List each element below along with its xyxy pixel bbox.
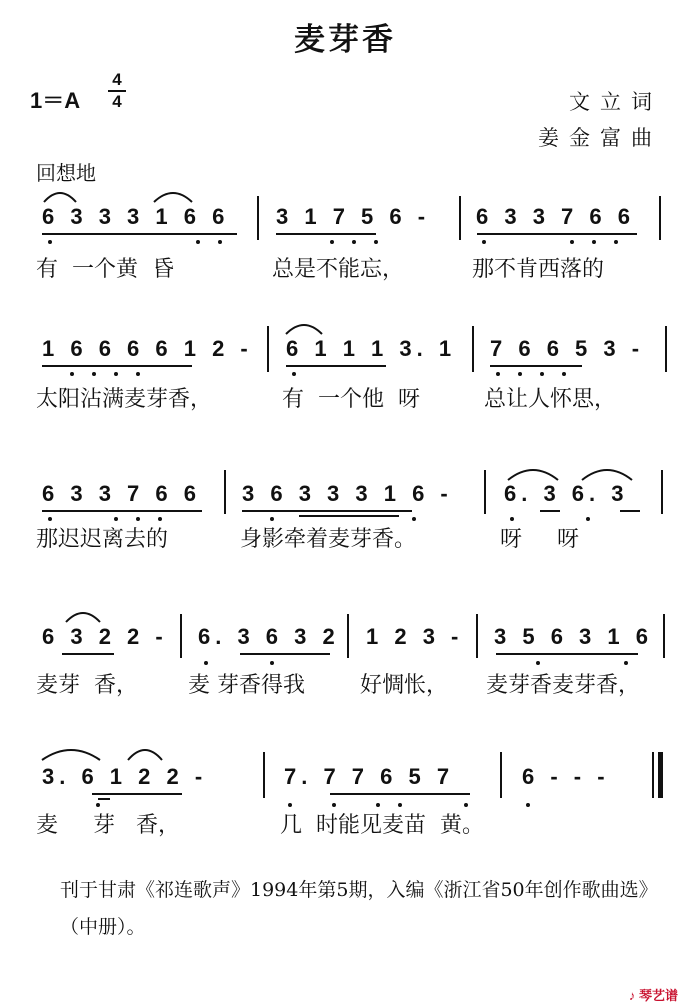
slur — [124, 740, 166, 762]
beam-line-double — [299, 515, 399, 517]
slur — [578, 460, 636, 482]
key-signature: 1＝A — [30, 88, 81, 113]
lyric-4-2: 麦 芽香得我 — [188, 673, 305, 698]
beam-line — [490, 365, 582, 367]
barline — [661, 470, 663, 514]
slur — [40, 184, 80, 204]
measure-8: 3 6 3 3 3 1 6 - — [242, 481, 453, 506]
lyric-5-1: 麦 芽 香， — [36, 813, 180, 838]
measure-1: 6 3 3 3 1 6 6 — [42, 204, 230, 229]
measure-10: 6 3 2 2 - — [42, 624, 168, 649]
low-octave-dot — [496, 372, 500, 376]
lyric-3-2: 身影牵着麦芽香。 — [240, 527, 417, 552]
beam-line — [286, 365, 386, 367]
measure-9: 6. 3 6. 3 — [504, 481, 629, 506]
low-octave-dot — [586, 517, 590, 521]
low-octave-dot — [136, 372, 140, 376]
notation-row-5 — [40, 764, 670, 794]
low-octave-dot — [48, 517, 52, 521]
barline — [472, 326, 474, 372]
beam-line — [42, 365, 192, 367]
tempo-marking: 回想地 — [36, 161, 96, 185]
lyric-4-1: 麦芽 香， — [36, 673, 138, 698]
low-octave-dot — [204, 661, 208, 665]
low-octave-dot — [614, 240, 618, 244]
watermark-logo: ♪ 琴艺谱 — [628, 988, 678, 1003]
notation-row-4 — [40, 624, 670, 654]
low-octave-dot — [510, 517, 514, 521]
beam-line — [42, 233, 237, 235]
low-octave-dot — [540, 372, 544, 376]
barline — [263, 752, 265, 798]
low-octave-dot — [536, 661, 540, 665]
song-title: 麦芽香 — [294, 22, 396, 58]
lyric-row-2 — [36, 382, 666, 482]
low-octave-dot — [526, 803, 530, 807]
slur — [62, 604, 104, 624]
low-octave-dot — [374, 240, 378, 244]
lyric-4-4: 麦芽香麦芽香， — [486, 673, 641, 698]
low-octave-dot — [136, 517, 140, 521]
low-octave-dot — [48, 240, 52, 244]
lyric-2-3: 总让人怀思， — [484, 387, 617, 412]
measure-12: 1 2 3 - — [366, 624, 464, 649]
final-barline-thick — [658, 752, 663, 798]
publication-note: 刊于甘肃《祁连歌声》1994年第5期，入编《浙江省50年创作歌曲选》（中册）。 — [60, 879, 658, 938]
low-octave-dot — [624, 661, 628, 665]
beam-line — [62, 653, 114, 655]
low-octave-dot — [570, 240, 574, 244]
composer-credit: 姜金富曲 — [538, 126, 662, 150]
beam-line — [330, 793, 470, 795]
measure-2: 3 1 7 5 6 - — [276, 204, 431, 229]
slur — [150, 184, 196, 204]
barline — [180, 614, 182, 658]
time-signature — [106, 70, 128, 112]
slur — [504, 460, 562, 482]
barline — [476, 614, 478, 658]
notation-row-3 — [40, 481, 670, 511]
measure-4: 1 6 6 6 6 1 2 - — [42, 336, 253, 361]
measure-16: 6 - - - — [522, 764, 610, 789]
meter-bottom: 4 — [112, 92, 122, 111]
meter-top: 4 — [112, 70, 122, 89]
low-octave-dot — [352, 240, 356, 244]
barline — [665, 326, 667, 372]
beam-line — [92, 793, 182, 795]
low-octave-dot — [70, 372, 74, 376]
low-octave-dot — [398, 803, 402, 807]
low-octave-dot — [482, 240, 486, 244]
beam-line — [496, 653, 638, 655]
lyric-1-2: 总是不能忘， — [272, 257, 405, 282]
beam-line — [240, 653, 330, 655]
beam-line — [540, 510, 560, 512]
beam-line — [276, 233, 376, 235]
watermark-text: 琴艺谱 — [638, 988, 678, 1003]
lyric-5-2: 几 时能见麦苗 黄。 — [280, 813, 484, 838]
barline — [459, 196, 461, 240]
measure-5: 6 1 1 1 3. 1 — [286, 336, 457, 361]
low-octave-dot — [270, 517, 274, 521]
low-octave-dot — [562, 372, 566, 376]
low-octave-dot — [592, 240, 596, 244]
measure-13: 3 5 6 3 1 6 — [494, 624, 653, 649]
lyric-row-3 — [36, 522, 666, 622]
lyric-2-1: 太阳沾满麦芽香， — [36, 387, 213, 412]
low-octave-dot — [114, 372, 118, 376]
barline — [484, 470, 486, 514]
measure-14: 3. 6 1 2 2 - — [42, 764, 208, 789]
low-octave-dot — [330, 240, 334, 244]
low-octave-dot — [196, 240, 200, 244]
lyricist-credit: 文立词 — [569, 90, 662, 114]
beam-line — [620, 510, 640, 512]
low-octave-dot — [332, 803, 336, 807]
final-barline-thin — [652, 752, 654, 798]
measure-3: 6 3 3 7 6 6 — [476, 204, 635, 229]
lyric-2-2: 有 一个他 呀 — [282, 387, 420, 412]
low-octave-dot — [464, 803, 468, 807]
lyric-3-3: 呀 呀 — [500, 527, 579, 552]
notation-row-2 — [40, 336, 670, 366]
lyric-1-3: 那不肯西落的 — [472, 257, 605, 282]
lyric-1-1: 有 一个黄 昏 — [36, 257, 174, 282]
barline — [257, 196, 259, 240]
beam-line — [477, 233, 637, 235]
low-octave-dot — [114, 517, 118, 521]
barline — [347, 614, 349, 658]
barline — [663, 614, 665, 658]
low-octave-dot — [218, 240, 222, 244]
slur — [38, 740, 104, 762]
measure-15: 7. 7 7 6 5 7 — [284, 764, 455, 789]
barline — [267, 326, 269, 372]
barline — [659, 196, 661, 240]
low-octave-dot — [96, 803, 100, 807]
measure-7: 6 3 3 7 6 6 — [42, 481, 201, 506]
low-octave-dot — [92, 372, 96, 376]
notation-row-1 — [40, 204, 670, 234]
beam-line — [42, 510, 202, 512]
slur — [282, 316, 326, 336]
barline — [500, 752, 502, 798]
measure-11: 6. 3 6 3 2 — [198, 624, 340, 649]
low-octave-dot — [288, 803, 292, 807]
low-octave-dot — [412, 517, 416, 521]
low-octave-dot — [518, 372, 522, 376]
low-octave-dot — [270, 661, 274, 665]
beam-line-double — [98, 798, 110, 800]
low-octave-dot — [292, 372, 296, 376]
barline — [224, 470, 226, 514]
measure-6: 7 6 6 5 3 - — [490, 336, 645, 361]
lyric-3-1: 那迟迟离去的 — [36, 527, 169, 552]
low-octave-dot — [376, 803, 380, 807]
beam-line — [242, 510, 412, 512]
lyric-4-3: 好惆怅， — [360, 673, 449, 698]
low-octave-dot — [158, 517, 162, 521]
